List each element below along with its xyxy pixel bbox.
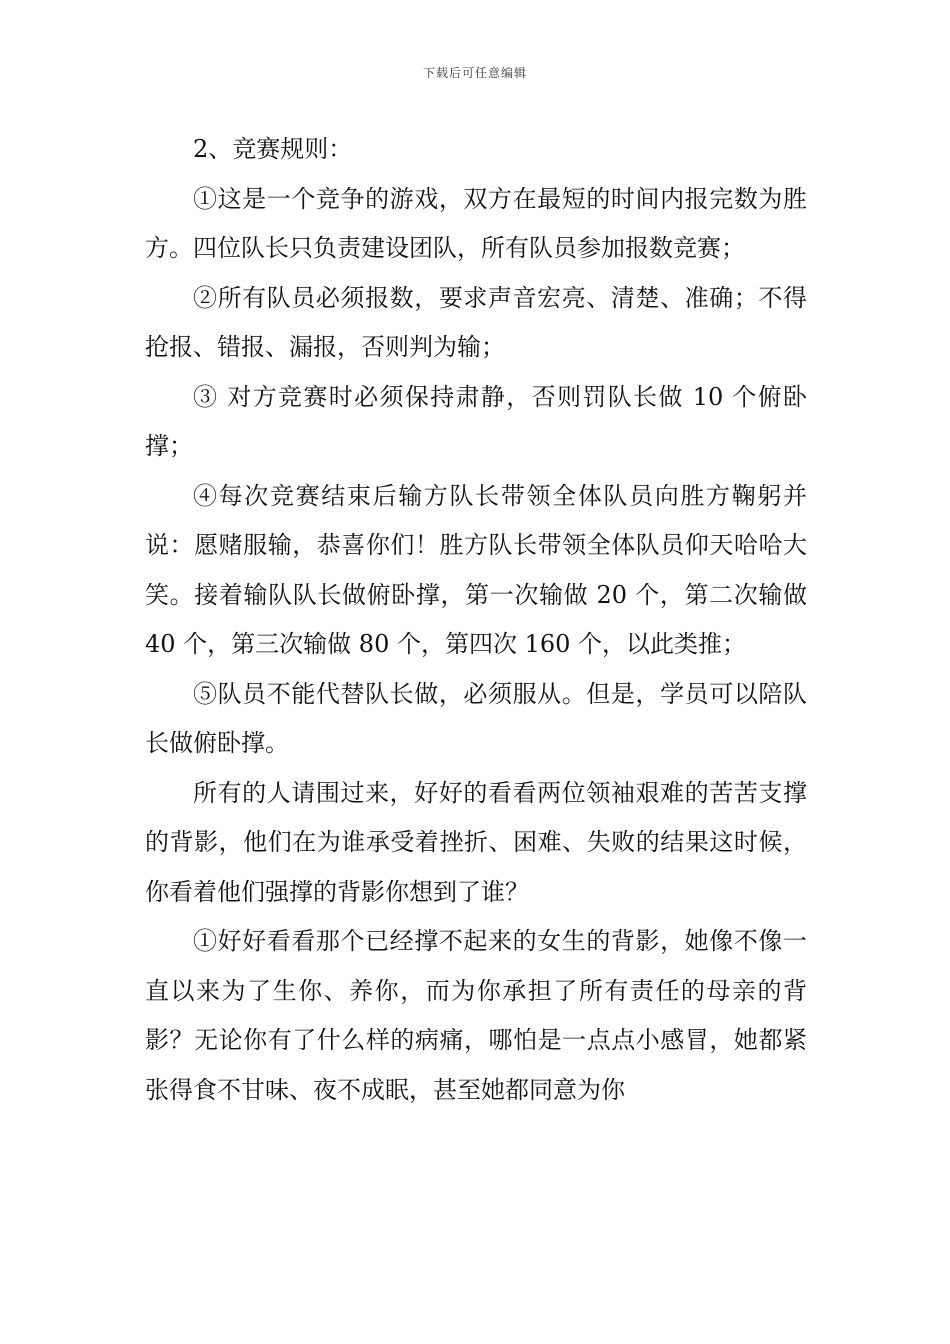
page-header: 下载后可任意编辑 [422, 66, 527, 80]
paragraph-rule-3: ③ 对方竞赛时必须保持肃静，否则罚队长做 10 个俯卧撑； [145, 382, 807, 460]
document-body [145, 125, 807, 1115]
paragraph-gather: 所有的人请围过来，好好的看看两位领袖艰难的苦苦支撑的背影，他们在为谁承受着挫折、困难、失败的结果这时候，你看着他们强撑的背影你想到了谁？ [145, 778, 807, 906]
paragraph-rule-2: ②所有队员必须报数，要求声音宏亮、清楚、准确；不得抢报、错报、漏报，否则判为输； [145, 283, 807, 361]
paragraph-rule-5: ⑤队员不能代替队长做，必须服从。但是，学员可以陪队长做俯卧撑。 [145, 679, 807, 757]
paragraph-rule-1: ①这是一个竞争的游戏，双方在最短的时间内报完数为胜方。四位队长只负责建设团队，所有队员参加报数竞赛； [145, 184, 807, 262]
paragraph-rule-4: ④每次竞赛结束后输方队长带领全体队员向胜方鞠躬并说：愿赌服输，恭喜你们！胜方队长带领全体队员仰天哈哈大笑。接着输队队长做俯卧撑，第一次输做 20 个，第二次输做 40 个，第三次输做 80 个，第四次 160 个，以此类推； [145, 481, 807, 658]
paragraph-rules-heading: 2、竞赛规则： [193, 135, 353, 163]
paragraph-mother: ①好好看看那个已经撑不起来的女生的背影，她像不像一直以来为了生你、养你，而为你承担了所有责任的母亲的背影？无论你有了什么样的病痛，哪怕是一点点小感冒，她都紧张得食不甘味、夜不成眠，甚至她都同意为你 [145, 927, 807, 1104]
